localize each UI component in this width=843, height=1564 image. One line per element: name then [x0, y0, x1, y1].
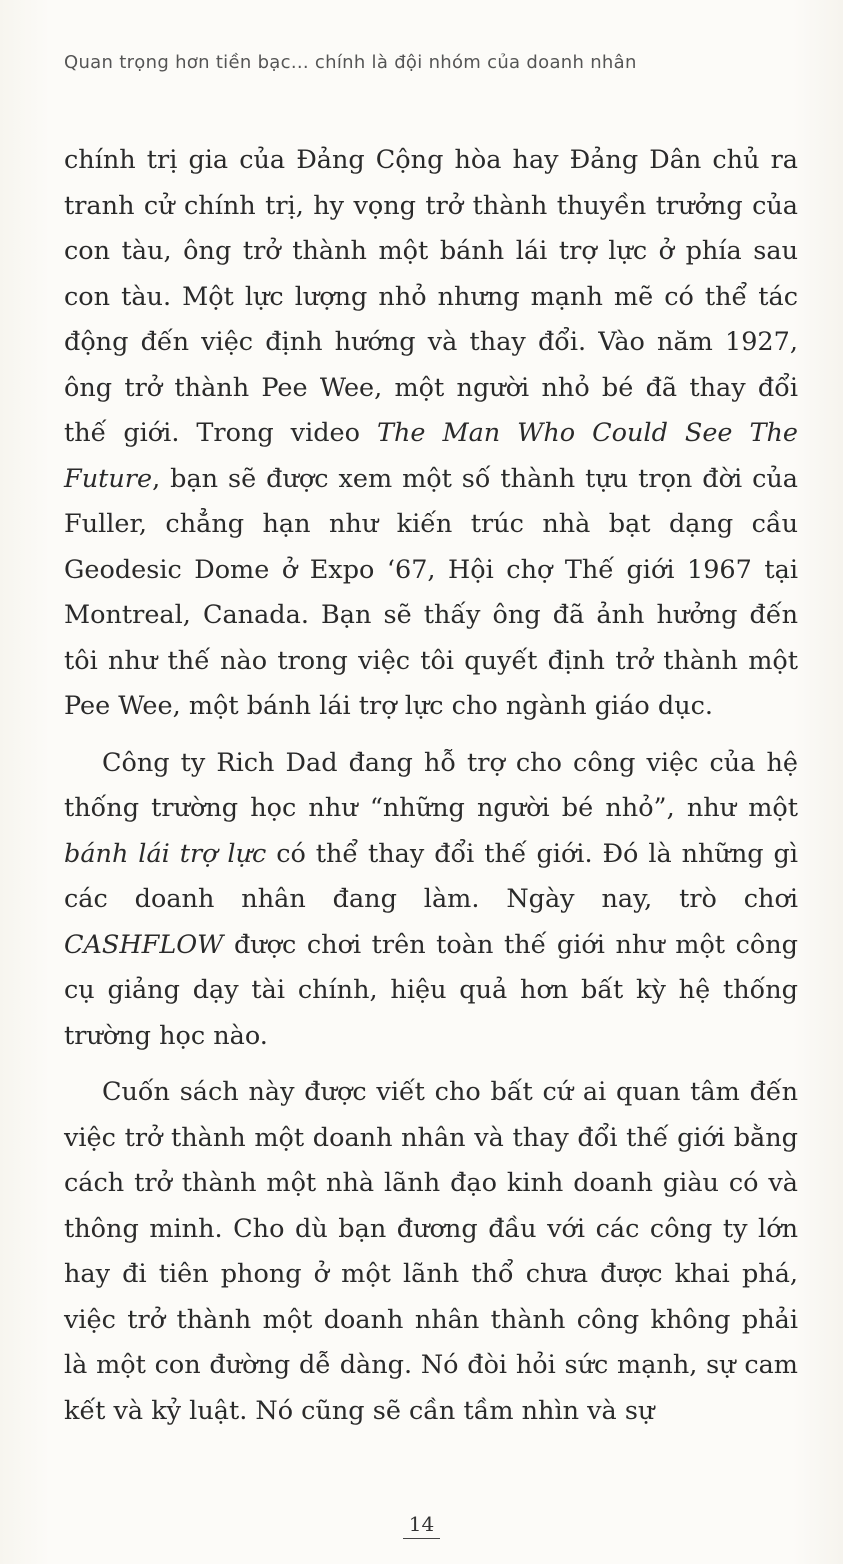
- paragraph-3: [64, 1070, 798, 1434]
- body-text: [64, 138, 798, 1434]
- paragraph-3-text: Cuốn sách này được viết cho bất cứ ai quan tâm đến việc trở thành một doanh nhân và thay đổi thế giới bằng cách trở thành một nhà lãnh đạo kinh doanh giàu có và thông minh. Cho dù bạn đương đầu với các công ty lớn hay đi tiên phong ở một lãnh thổ chưa được khai phá, việc trở thành một doanh nhân thành công không phải là một con đường dễ dàng. Nó đòi hỏi sức mạnh, sự cam kết và kỷ luật. Nó cũng sẽ cần tầm nhìn và sự: [64, 1077, 798, 1426]
- paragraph-2: [64, 741, 798, 1060]
- running-header: Quan trọng hơn tiền bạc... chính là đội nhóm của doanh nhân: [64, 52, 637, 73]
- paragraph-1-text-b: , bạn sẽ được xem một số thành tựu trọn đời của Fuller, chẳng hạn như kiến trúc nhà bạt dạng cầu Geodesic Dome ở Expo ‘67, Hội chợ Thế giới 1967 tại Montreal, Canada. Bạn sẽ thấy ông đã ảnh hưởng đến tôi như thế nào trong việc tôi quyết định trở thành một Pee Wee, một bánh lái trợ lực cho ngành giáo dục.: [64, 463, 798, 721]
- paragraph-1: [64, 138, 798, 730]
- page-number: [0, 1512, 843, 1539]
- paragraph-2-game-title: CASHFLOW: [64, 929, 224, 960]
- paragraph-1-text-a: chính trị gia của Đảng Cộng hòa hay Đảng Dân chủ ra tranh cử chính trị, hy vọng trở thành thuyền trưởng của con tàu, ông trở thành một bánh lái trợ lực ở phía sau con tàu. Một lực lượng nhỏ nhưng mạnh mẽ có thể tác động đến việc định hướng và thay đổi. Vào năm 1927, ông trở thành Pee Wee, một người nhỏ bé đã thay đổi thế giới. Trong video: [64, 145, 798, 448]
- paragraph-2-emphasis: bánh lái trợ lực: [64, 838, 267, 869]
- paragraph-1-video-title: The Man Who Could See The Future: [64, 418, 799, 494]
- paragraph-2-text-c: được chơi trên toàn thế giới như một công cụ giảng dạy tài chính, hiệu quả hơn bất kỳ hệ thống trường học nào.: [64, 929, 798, 1051]
- page-number-label: 14: [403, 1512, 440, 1539]
- paragraph-2-text-b: có thể thay đổi thế giới. Đó là những gì các doanh nhân đang làm. Ngày nay, trò chơi: [64, 838, 798, 914]
- paragraph-2-text-a: Công ty Rich Dad đang hỗ trợ cho công việc của hệ thống trường học như “những người bé nhỏ”, như một: [64, 747, 798, 823]
